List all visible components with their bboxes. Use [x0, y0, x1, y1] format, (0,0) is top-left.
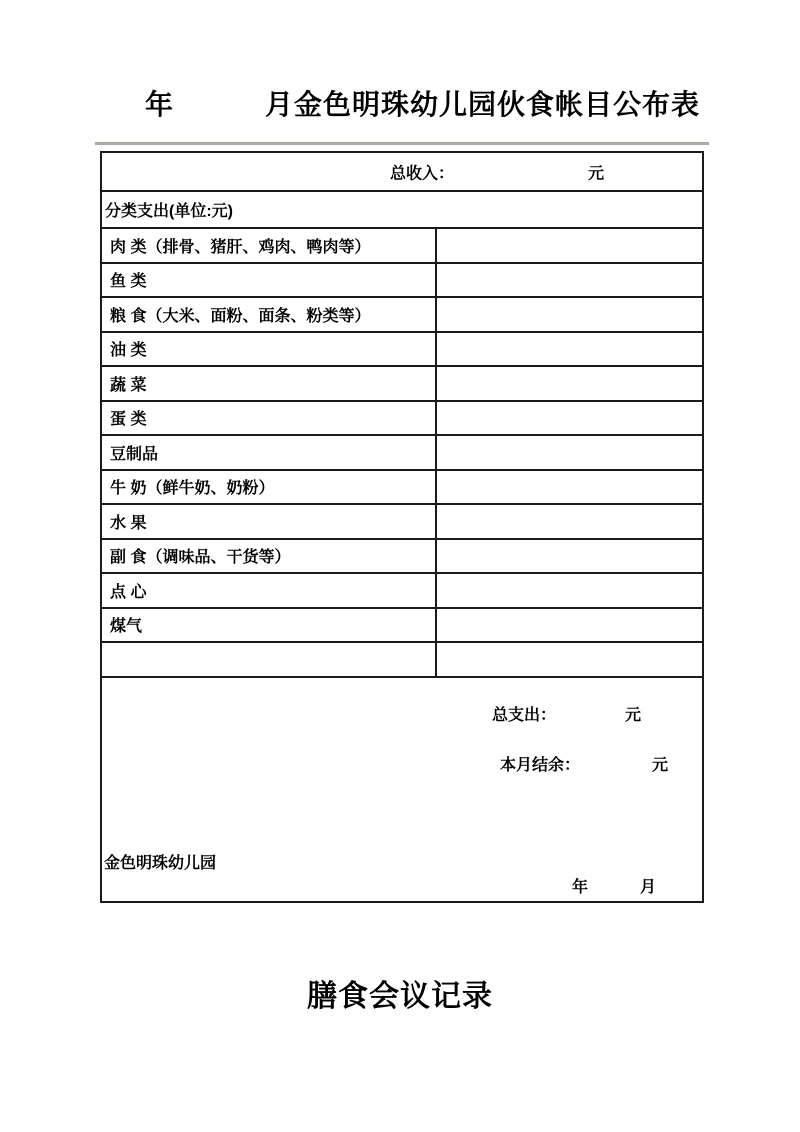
- amount-cell-gas[interactable]: [436, 608, 703, 643]
- title-year-blank: 年: [145, 89, 175, 120]
- food-expense-table: [100, 151, 704, 903]
- table-row: [101, 297, 703, 332]
- monthly-balance-unit: 元: [652, 756, 669, 774]
- total-income-unit: 元: [588, 165, 605, 182]
- amount-cell-side-food[interactable]: [436, 539, 703, 574]
- category-label-fish: 鱼 类: [101, 263, 436, 298]
- signature-year-label: 年: [572, 878, 589, 896]
- category-label-vegetable: 蔬 菜: [101, 366, 436, 401]
- table-row: [101, 366, 703, 401]
- category-label-egg: 蛋 类: [101, 401, 436, 436]
- category-label-bean-products: 豆制品: [101, 435, 436, 470]
- summary-row: [101, 677, 703, 902]
- amount-cell-bean-products[interactable]: [436, 435, 703, 470]
- category-label-side-food: 副 食（调味品、干货等）: [101, 539, 436, 574]
- table-row: [101, 263, 703, 298]
- page-title: [145, 83, 700, 123]
- category-label-blank: [101, 642, 436, 677]
- table-row: [101, 642, 703, 677]
- category-header-row: [101, 191, 703, 228]
- table-row: [101, 332, 703, 367]
- amount-cell-vegetable[interactable]: [436, 366, 703, 401]
- monthly-balance-label: 本月结余：: [500, 756, 581, 774]
- category-label-oil: 油 类: [101, 332, 436, 367]
- signature-month-label: 月: [640, 878, 657, 896]
- organization-name: 金色明珠幼儿园: [104, 854, 217, 872]
- title-main-text: 月金色明珠幼儿园伙食帐目公布表: [265, 89, 701, 120]
- amount-cell-meat[interactable]: [436, 228, 703, 263]
- title-divider-line: [95, 142, 709, 145]
- total-income-row: [101, 152, 703, 191]
- table-row: [101, 539, 703, 574]
- category-label-snacks: 点 心: [101, 573, 436, 608]
- total-expense-unit: 元: [625, 706, 642, 724]
- amount-cell-fish[interactable]: [436, 263, 703, 298]
- category-header-cell: 分类支出(单位:元): [101, 191, 703, 228]
- total-income-cell[interactable]: [101, 152, 703, 191]
- summary-cell: [101, 677, 703, 902]
- amount-cell-egg[interactable]: [436, 401, 703, 436]
- amount-cell-grain[interactable]: [436, 297, 703, 332]
- amount-cell-milk[interactable]: [436, 470, 703, 505]
- amount-cell-fruit[interactable]: [436, 504, 703, 539]
- table-row: [101, 228, 703, 263]
- amount-cell-oil[interactable]: [436, 332, 703, 367]
- table-row: [101, 573, 703, 608]
- category-label-fruit: 水 果: [101, 504, 436, 539]
- amount-cell-blank[interactable]: [436, 642, 703, 677]
- meal-meeting-record-heading: 膳食会议记录: [307, 980, 493, 1013]
- category-label-milk: 牛 奶（鲜牛奶、奶粉）: [101, 470, 436, 505]
- category-label-gas: 煤气: [101, 608, 436, 643]
- total-income-label: 总收入：: [390, 165, 455, 182]
- amount-cell-snacks[interactable]: [436, 573, 703, 608]
- table-row: [101, 435, 703, 470]
- table-row: [101, 608, 703, 643]
- category-label-meat: 肉 类（排骨、猪肝、鸡肉、鸭肉等）: [101, 228, 436, 263]
- category-label-grain: 粮 食（大米、面粉、面条、粉类等）: [101, 297, 436, 332]
- table-row: [101, 401, 703, 436]
- total-expense-label: 总支出：: [492, 706, 557, 724]
- table-row: [101, 504, 703, 539]
- table-row: [101, 470, 703, 505]
